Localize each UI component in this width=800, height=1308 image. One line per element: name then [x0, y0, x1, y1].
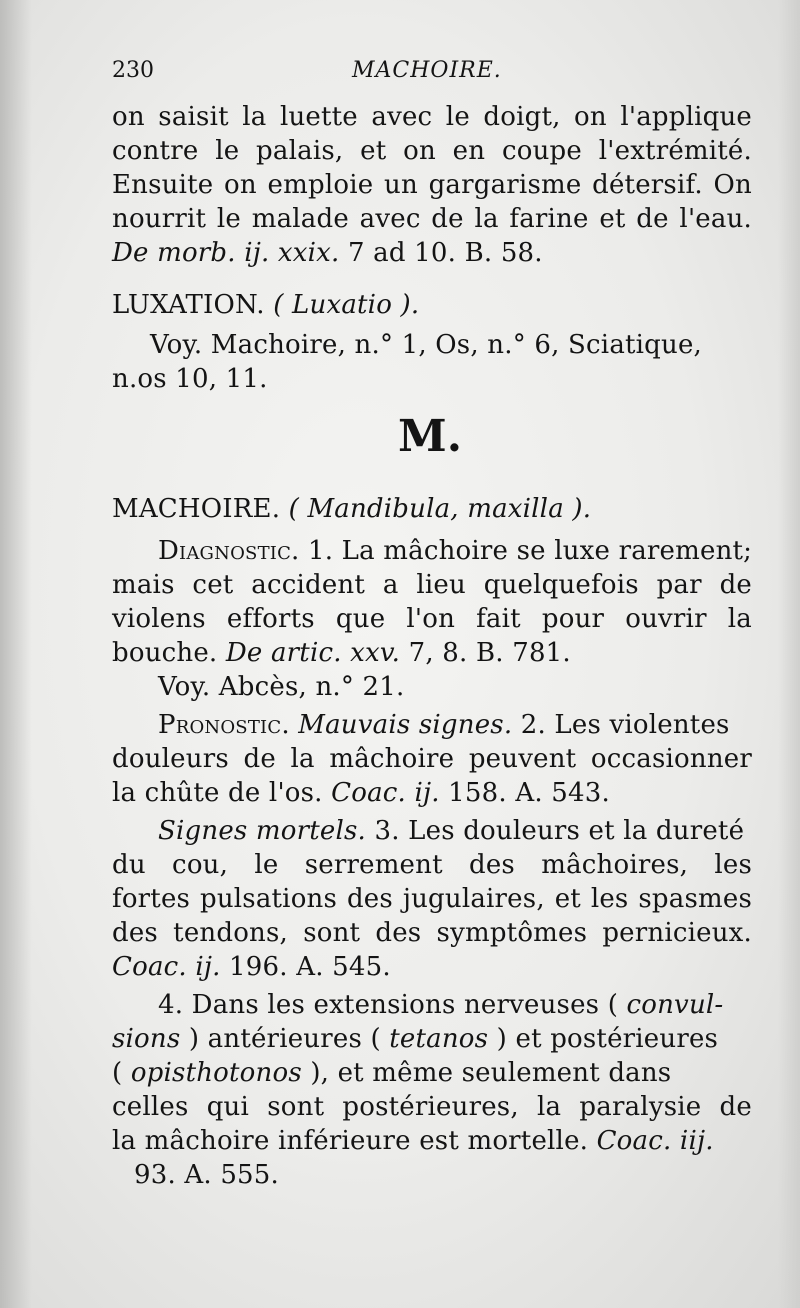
- italic-term: opisthotonos: [130, 1058, 302, 1088]
- italic-term: tetanos: [389, 1024, 489, 1054]
- cross-reference: Voy. Abcès, n.° 21.: [158, 672, 405, 702]
- page-edge-shadow: [778, 0, 800, 1308]
- cross-reference: n.os 10, 11.: [112, 364, 268, 394]
- text-line: contre le palais, et on en coupe l'extrémité.: [112, 136, 752, 166]
- entry-latin: ( Mandibula, maxilla ).: [288, 494, 592, 524]
- text-span: 3. Les douleurs et la dureté: [366, 816, 745, 846]
- text-span: 2. Les violentes: [512, 710, 730, 740]
- text-line: on saisit la luette avec le doigt, on l'applique: [112, 102, 752, 132]
- citation: De artic. xxv.: [225, 638, 401, 668]
- text-line: [158, 708, 730, 742]
- citation-numbers: 196. A. 545.: [220, 952, 391, 982]
- italic-term: convul-: [626, 990, 724, 1020]
- section-label: Diagnostic.: [158, 536, 300, 566]
- text-line: [158, 988, 723, 1022]
- text-line: [112, 776, 610, 810]
- text-line: [112, 1124, 714, 1158]
- text-span: 1. La mâchoire se luxe rarement;: [299, 536, 753, 566]
- text-span: la chûte de l'os.: [112, 778, 332, 808]
- entry-title: MACHOIRE.: [112, 494, 281, 524]
- text-span: bouche.: [112, 638, 226, 668]
- entry-heading-machoire: [112, 492, 591, 526]
- reference-line: [112, 236, 543, 270]
- text-line: [112, 636, 571, 670]
- text-span: ), et même seulement dans: [301, 1058, 672, 1088]
- citation-numbers: 93. A. 555.: [134, 1160, 280, 1190]
- page-number: 230: [112, 58, 154, 83]
- citation: Coac. iij.: [596, 1126, 714, 1156]
- citation-numbers: 158. A. 543.: [439, 778, 610, 808]
- citation-numbers: 7 ad 10. B. 58.: [339, 238, 543, 268]
- text-line: [158, 534, 752, 568]
- text-line: fortes pulsations des jugulaires, et les spasmes: [112, 884, 752, 914]
- text-span: (: [112, 1058, 131, 1088]
- text-span: ) et postérieures: [488, 1024, 719, 1054]
- entry-latin: ( Luxatio ).: [273, 290, 420, 320]
- text-span: ) antérieures (: [180, 1024, 390, 1054]
- text-line: mais cet accident a lieu quelquefois par de: [112, 570, 752, 600]
- binding-shadow: [0, 0, 32, 1308]
- subsection-label: Signes mortels.: [158, 816, 367, 846]
- text-line: du cou, le serrement des mâchoires, les: [112, 850, 752, 880]
- citation: De morb. ij. xxix.: [112, 238, 340, 268]
- text-line: douleurs de la mâchoire peuvent occasionner: [112, 744, 752, 774]
- text-line: celles qui sont postérieures, la paralysie de: [112, 1092, 752, 1122]
- subsection-label: Mauvais signes.: [289, 710, 513, 740]
- text-span: 4. Dans les extensions nerveuses (: [158, 990, 627, 1020]
- text-line: nourrit le malade avec de la farine et de l'eau.: [112, 204, 752, 234]
- text-line: Ensuite on emploie un gargarisme détersif. On: [112, 170, 752, 200]
- citation: Coac. ij.: [112, 952, 221, 982]
- italic-term: sions: [112, 1024, 181, 1054]
- citation-numbers: 7, 8. B. 781.: [400, 638, 571, 668]
- reference-line: [112, 950, 391, 984]
- text-line: des tendons, sont des symptômes pernicieux.: [112, 918, 752, 948]
- text-line: [158, 814, 744, 848]
- entry-title: LUXATION.: [112, 290, 265, 320]
- running-head: [112, 58, 752, 92]
- text-span: la mâchoire inférieure est mortelle.: [112, 1126, 597, 1156]
- text-line: [112, 1022, 718, 1056]
- text-line: violens efforts que l'on fait pour ouvrir la: [112, 604, 752, 634]
- text-line: [112, 1056, 671, 1090]
- section-letter: M.: [398, 411, 463, 462]
- cross-reference: Voy. Machoire, n.° 1, Os, n.° 6, Sciatique,: [150, 330, 703, 360]
- citation: Coac. ij.: [331, 778, 440, 808]
- running-title: MACHOIRE.: [352, 58, 502, 83]
- entry-heading-luxation: [112, 288, 419, 322]
- section-label: Pronostic.: [158, 710, 290, 740]
